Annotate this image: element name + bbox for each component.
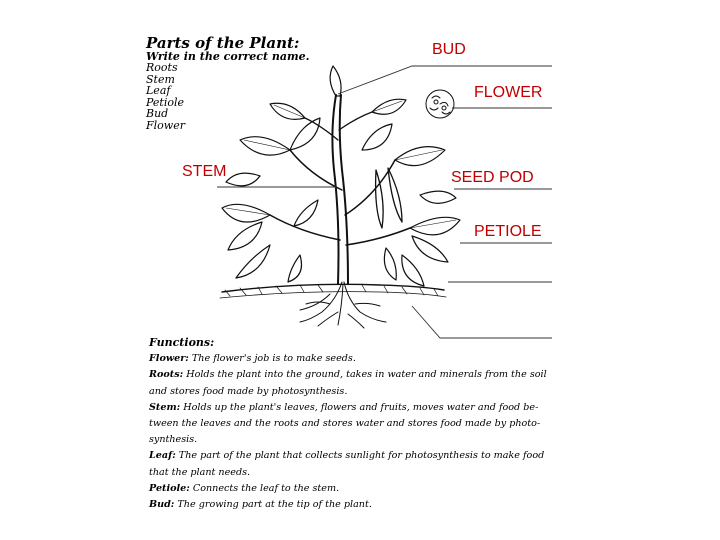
main-stem [270,95,410,284]
worksheet-title: Parts of the Plant: [146,34,300,52]
function-term: Petiole: [149,482,190,494]
function-text-line: that the plant needs. [149,466,251,478]
function-term: Flower: [149,353,189,365]
function-text-line: tween the leaves and the roots and stores water and stores food made by photo- [149,418,541,430]
label-seed-pod: SEED POD [451,169,534,186]
function-roots [149,367,569,383]
function-text: Holds up the plant's leaves, flowers and fruits, moves water and food be- [183,401,539,413]
function-text: The growing part at the tip of the plant. [177,499,372,511]
function-text: The part of the plant that collects sunlight for photosynthesis to make food [178,450,545,462]
function-text: The flower's job is to make seeds. [191,353,356,365]
function-text: Connects the leaf to the stem. [192,482,340,494]
function-text-line: synthesis. [149,434,198,446]
flower [426,90,454,118]
function-term: Bud: [149,499,175,511]
roots [300,282,386,328]
function-text-line: and stores food made by photosynthesis. [149,385,348,397]
worksheet-instruction: Write in the correct name. [146,50,310,63]
seed-pods [376,168,402,228]
function-flower [149,351,569,367]
word-list-item: Leaf [146,84,171,98]
functions-section [149,335,569,513]
label-flower: FLOWER [474,84,543,101]
label-stem: STEM [182,163,227,180]
word-list-item: Bud [146,107,169,121]
label-bud: BUD [432,41,466,58]
function-term: Leaf: [149,450,176,462]
leader-lines [217,66,552,338]
word-list-item: Roots [146,61,178,74]
function-leaf [149,448,569,464]
function-text: Holds the plant into the ground, takes in water and minerals from the soil [186,369,547,381]
function-term: Stem: [149,401,181,413]
word-list-item: Flower [146,118,185,132]
word-list-item: Stem [146,72,175,86]
functions-heading: Functions: [149,336,215,349]
label-petiole: PETIOLE [474,223,542,240]
soil-layer [220,284,446,298]
function-term: Roots: [149,369,184,381]
function-stem [149,400,569,416]
function-petiole [149,481,569,497]
word-list-item: Petiole [146,95,185,109]
function-bud [149,497,569,513]
